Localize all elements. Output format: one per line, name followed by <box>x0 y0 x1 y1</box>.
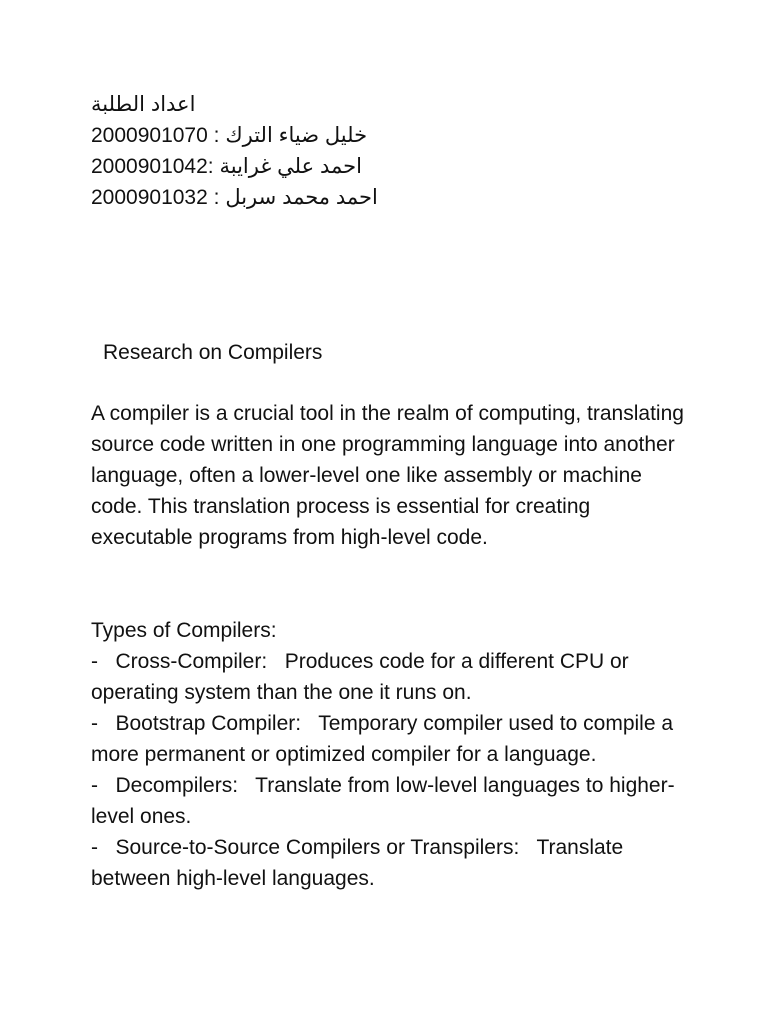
students-block <box>91 89 691 213</box>
student-separator: : <box>207 186 226 209</box>
student-name: خليل ضياء الترك <box>225 124 368 147</box>
type-name: Bootstrap Compiler: <box>115 712 302 735</box>
intro-paragraph: A compiler is a crucial tool in the realm of computing, translating source code written in one programming language into another language, often a lower-level one like assembly or machine code. This translation process is essential for creating executable programs from high-level code. <box>91 402 684 549</box>
types-heading: Types of Compilers: <box>91 619 277 642</box>
student-separator: : <box>207 124 226 147</box>
student-line <box>91 151 691 182</box>
list-item: - Source-to-Source Compilers or Transpilers: Translate between high-level languages. <box>91 836 624 890</box>
type-description: Produces code for a different CPU or operating system than the one it runs on. <box>91 650 629 704</box>
type-name: Source-to-Source Compilers or Transpilers: <box>115 836 520 859</box>
student-name: احمد علي غرايبة <box>219 155 362 178</box>
student-line <box>91 182 691 213</box>
student-separator: : <box>207 155 220 178</box>
type-name: Cross-Compiler: <box>115 650 268 673</box>
student-line <box>91 120 691 151</box>
student-id: 2000901042 <box>91 155 208 178</box>
types-section <box>91 615 691 894</box>
student-name: احمد محمد سربل <box>225 186 378 209</box>
document-title: Research on Compilers <box>103 341 323 364</box>
list-item: - Decompilers: Translate from low-level languages to higher-level ones. <box>91 774 675 828</box>
student-id: 2000901032 <box>91 186 208 209</box>
list-item: - Bootstrap Compiler: Temporary compiler used to compile a more permanent or optimized compiler for a language. <box>91 712 674 766</box>
type-name: Decompilers: <box>115 774 239 797</box>
type-description: Translate between high-level languages. <box>91 836 624 890</box>
students-heading: اعداد الطلبة <box>91 93 196 116</box>
list-item: - Cross-Compiler: Produces code for a different CPU or operating system than the one it runs on. <box>91 650 629 704</box>
type-description: Temporary compiler used to compile a more permanent or optimized compiler for a language. <box>91 712 674 766</box>
student-id: 2000901070 <box>91 124 208 147</box>
type-description: Translate from low-level languages to higher-level ones. <box>91 774 675 828</box>
